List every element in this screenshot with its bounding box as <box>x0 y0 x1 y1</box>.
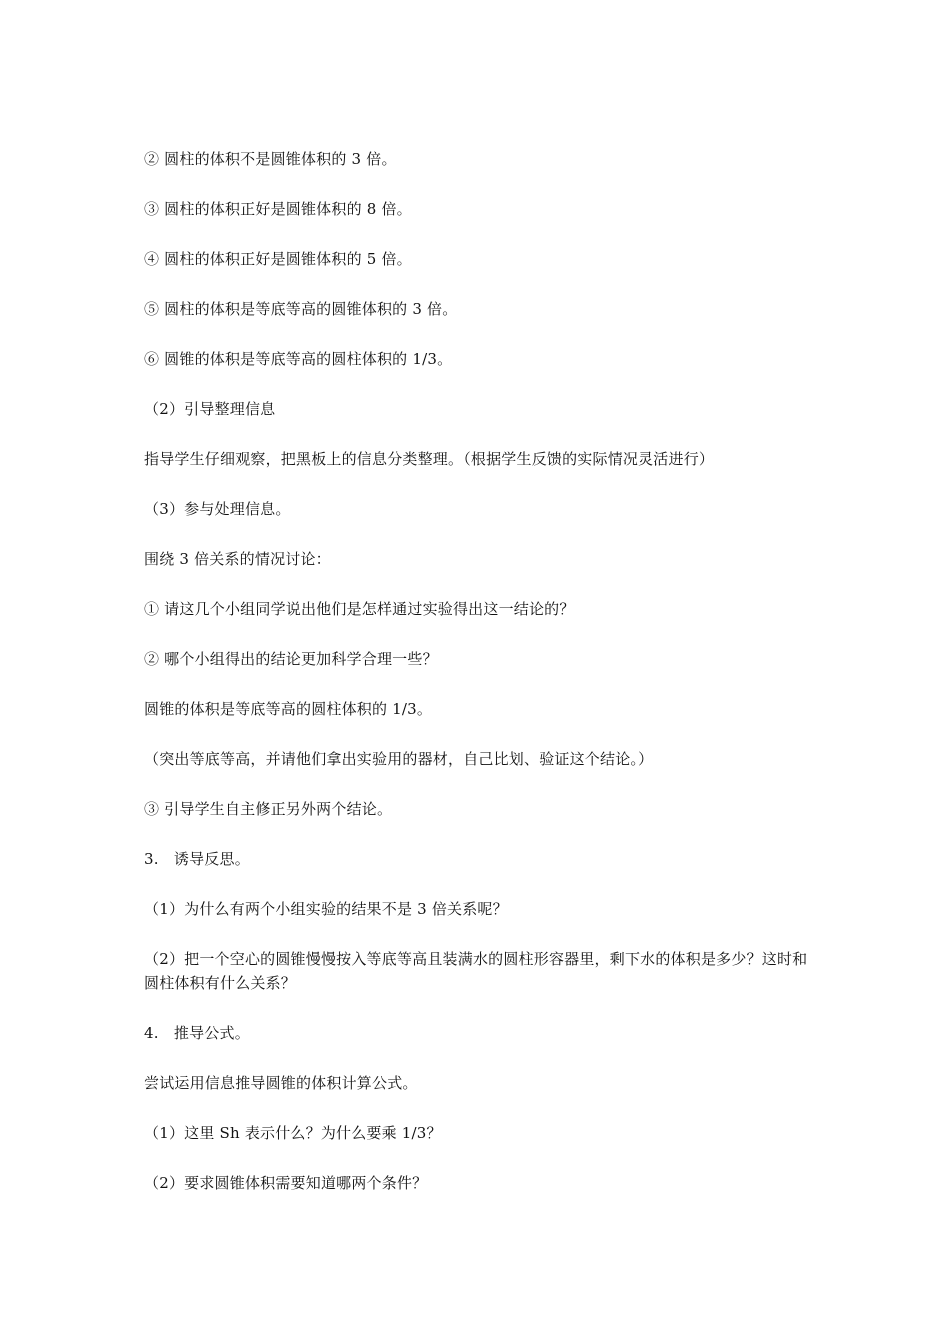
paragraph: （突出等底等高，并请他们拿出实验用的器材，自己比划、验证这个结论。） <box>144 750 654 768</box>
paragraph: ② 哪个小组得出的结论更加科学合理一些？ <box>144 650 438 668</box>
paragraph: 尝试运用信息推导圆锥的体积计算公式。 <box>144 1074 418 1092</box>
section-heading: 3. 诱导反思。 <box>144 850 250 868</box>
paragraph: ③ 圆柱的体积正好是圆锥体积的 8 倍。 <box>144 200 412 218</box>
paragraph: 围绕 3 倍关系的情况讨论： <box>144 550 331 568</box>
paragraph: ① 请这几个小组同学说出他们是怎样通过实验得出这一结论的？ <box>144 600 575 618</box>
paragraph: ④ 圆柱的体积正好是圆锥体积的 5 倍。 <box>144 250 412 268</box>
paragraph: ③ 引导学生自主修正另外两个结论。 <box>144 800 393 818</box>
paragraph: （2）要求圆锥体积需要知道哪两个条件？ <box>144 1174 428 1192</box>
paragraph: ⑤ 圆柱的体积是等底等高的圆锥体积的 3 倍。 <box>144 300 458 318</box>
document-page <box>144 147 816 1221</box>
section-heading: （2）引导整理信息 <box>144 400 276 418</box>
paragraph: （2）把一个空心的圆锥慢慢按入等底等高且装满水的圆柱形容器里，剩下水的体积是多少？这时和圆柱体积有什么关系？ <box>144 950 808 992</box>
paragraph: （1）为什么有两个小组实验的结果不是 3 倍关系呢？ <box>144 900 508 918</box>
paragraph: （1）这里 Sh 表示什么？为什么要乘 1/3？ <box>144 1124 442 1142</box>
paragraph: 圆锥的体积是等底等高的圆柱体积的 1/3。 <box>144 700 433 718</box>
paragraph: ⑥ 圆锥的体积是等底等高的圆柱体积的 1/3。 <box>144 350 453 368</box>
section-heading: 4. 推导公式。 <box>144 1024 250 1042</box>
paragraph: ② 圆柱的体积不是圆锥体积的 3 倍。 <box>144 150 397 168</box>
paragraph: 指导学生仔细观察，把黑板上的信息分类整理。（根据学生反馈的实际情况灵活进行） <box>144 450 715 468</box>
section-heading: （3）参与处理信息。 <box>144 500 291 518</box>
